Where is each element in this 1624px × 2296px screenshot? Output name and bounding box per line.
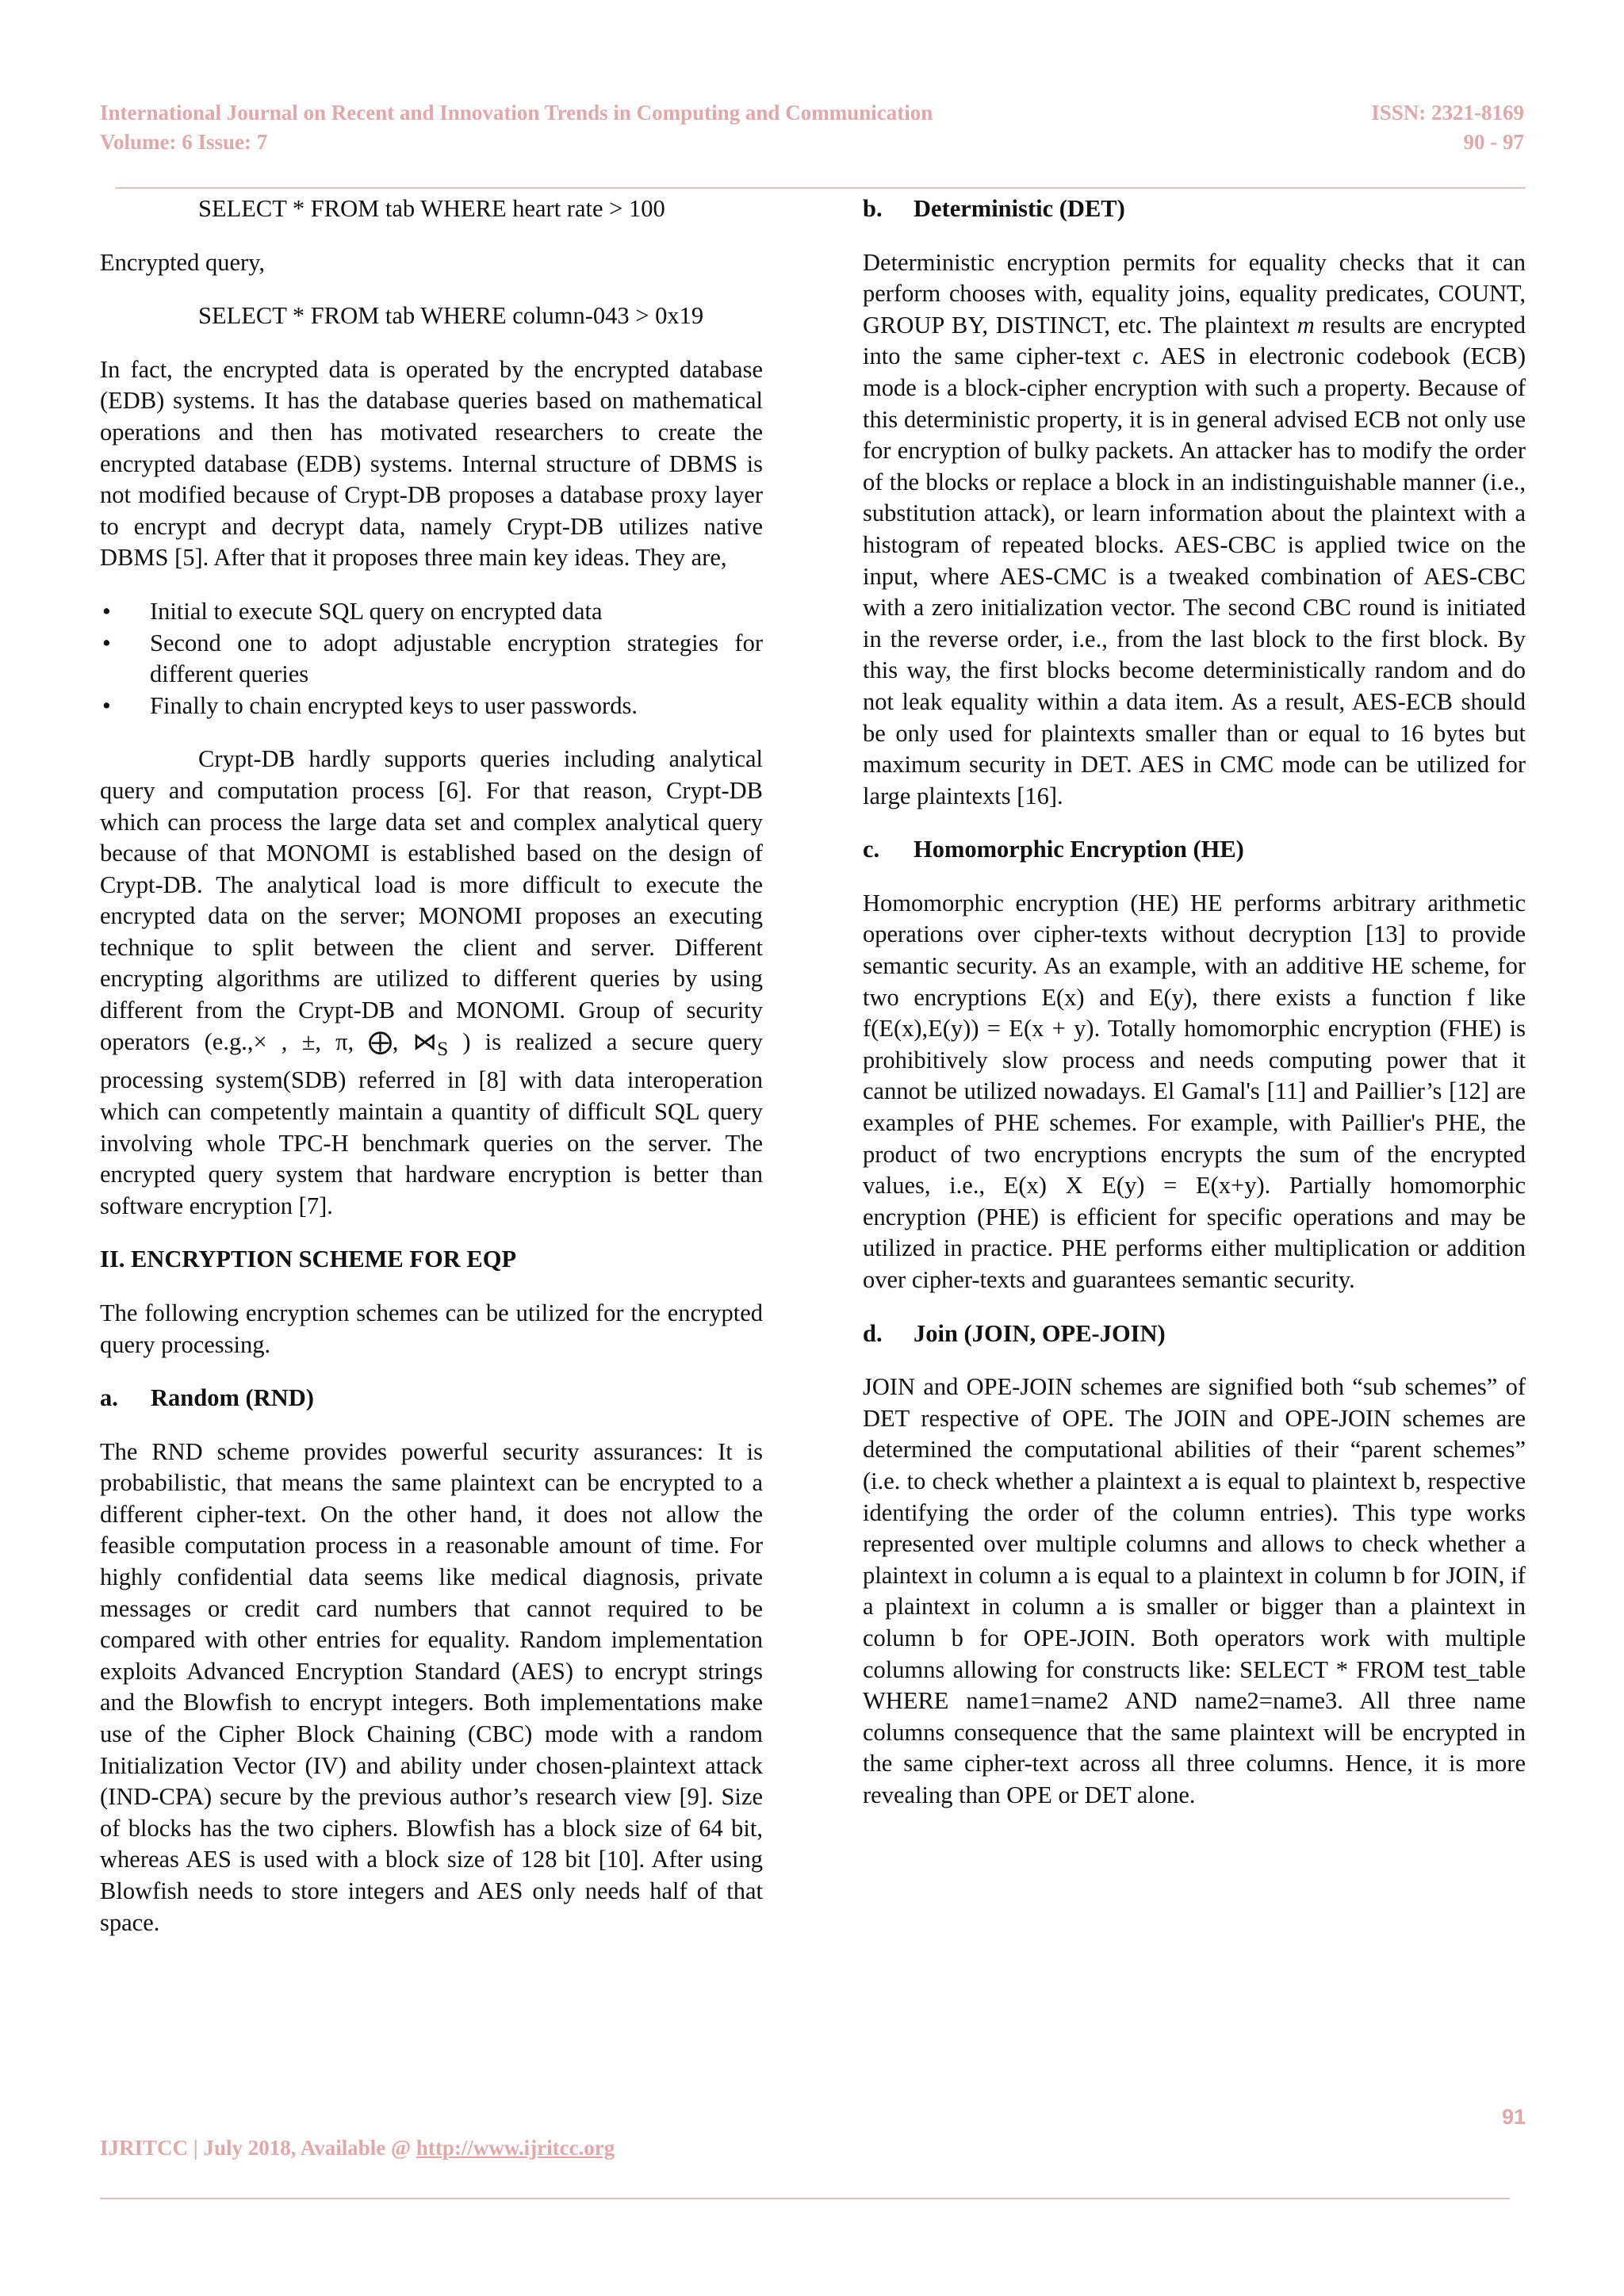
subsection-heading-join [863,1318,1526,1350]
det-text-1: Deterministic encryption permits for equality checks that it can perform chooses with, equality joins, equality predicates, COUNT, GROUP BY, DISTINCT, etc. The plaintext [863,248,1526,339]
journal-title: International Journal on Recent and Innovation Trends in Computing and Communication [100,101,933,124]
det-text-2: results are encrypted into the same cipher-text [863,311,1526,370]
journal-link[interactable]: http://www.ijritcc.org [416,2136,615,2160]
header-right [1371,98,1524,157]
edb-paragraph: In fact, the encrypted data is operated by the encrypted database (EDB) systems. It has the database queries based on mathematical operations and then has motivated researchers to create the encrypted database (EDB) systems. Internal structure of DBMS is not modified because of Crypt-DB proposes a database proxy layer to encrypt and decrypt data, namely Crypt-DB utilizes native DBMS [5]. After that it proposes three main key ideas. They are, [100,355,763,572]
plain-query: SELECT * FROM tab WHERE heart rate > 100 [198,195,665,222]
join-paragraph: JOIN and OPE-JOIN schemes are signified both “sub schemes” of DET respective of OPE. The JOIN and OPE-JOIN schemes are determined the computational abilities of their “parent schemes” (i.e. to check whether a plaintext a is equal to plaintext b, respective identifying the order of the column entries). This type works represented over multiple columns and allows to check whether a plaintext in column a is equal to a plaintext in column b for JOIN, if a plaintext in column a is smaller or bigger than a plaintext in column b for OPE-JOIN. Both operators work with multiple columns allowing for constructs like: SELECT * FROM test_table WHERE name1=name2 AND name2=name3. All three name columns consequence that the same plaintext will be encrypted in the same cipher-text across all three columns. Hence, it is more revealing than OPE or DET alone. [863,1373,1526,1808]
encrypted-query: SELECT * FROM tab WHERE column-043 > 0x19 [198,302,704,330]
encrypted-query-label: Encrypted query, [100,248,266,276]
subsection-title: Join (JOIN, OPE-JOIN) [914,1319,1166,1347]
section-intro: The following encryption schemes can be utilized for the encrypted query processing. [100,1299,763,1358]
det-text-3: . AES in electronic codebook (ECB) mode is a block-cipher encryption with such a property. Because of this deterministic property, it is in general advised ECB not only use for encryption of bulky packets. An attacker has to modify the order of the blocks or replace a block in an indistinguishable manner (i.e., substitution attack), or learn information about the plaintext with a histogram of repeated blocks. AES-CBC is applied twice on the input, where AES-CMC is a tweaked combination of AES-CBC with a zero initialization vector. The second CBC round is initiated in the reverse order, i.e., from the last block to the first block. By this way, the first blocks become deterministically random and do not leak equality within a data item. As a result, AES-ECB should be only used for plaintexts smaller than or equal to 16 bytes but maximum security in DET. AES in CMC mode can be utilized for large plaintexts [16]. [863,342,1526,809]
security-operators [253,1027,449,1060]
page-range: 90 - 97 [1463,130,1524,154]
subsection-title: Homomorphic Encryption (HE) [914,836,1244,863]
subsection-letter: d. [863,1319,883,1347]
det-var-c: c [1132,342,1143,370]
subsection-heading-det [863,193,1526,225]
monomi-text-a: Crypt-DB hardly supports queries including analytical query and computation process [6]. For that reason, Crypt-DB which can process the large data set and complex analytical query because of that MONOMI is established based on the design of Crypt-DB. The analytical load is more difficult to execute the encrypted data on the server; MONOMI proposes an executing technique to split between the client and server. Different encrypting algorithms are utilized to different queries by using different from the Crypt-DB and MONOMI. Group of security operators (e.g., [100,745,763,1055]
volume-issue: Volume: 6 Issue: 7 [100,130,268,154]
key-ideas-list [100,596,763,721]
monomi-text-b: ) is realized a secure query processing system(SDB) referred in [8] with data interoperation which can competently maintain a quantity of difficult SQL query involving whole TPC-H benchmark queries on the server. The encrypted query system that hardware encryption is better than software encryption [7]. [100,1027,763,1219]
det-var-m: m [1297,311,1315,339]
left-column [100,193,763,1961]
footer-text: IJRITCC | July 2018, Available @ [100,2136,412,2160]
issn: ISSN: 2321-8169 [1371,101,1524,124]
page-header [100,98,1524,157]
subsection-letter: b. [863,195,883,222]
header-divider [116,187,1526,189]
subsection-heading-rnd [100,1383,763,1414]
operator-subscript: S [437,1037,449,1060]
subsection-heading-he [863,834,1526,866]
subsection-title: Deterministic (DET) [914,195,1125,222]
operator-symbols: × , ±, π, ⨁, ⋈ [253,1027,438,1055]
right-column [863,193,1526,1834]
det-paragraph [863,247,1526,813]
monomi-paragraph [100,744,763,1222]
page-number: 91 [1501,2105,1526,2129]
subsection-title: Random (RND) [151,1384,314,1412]
subsection-letter: a. [100,1384,118,1412]
subsection-letter: c. [863,836,880,863]
page-footer [100,2136,615,2160]
footer-divider [100,2198,1510,2199]
rnd-paragraph: The RND scheme provides powerful security assurances: It is probabilistic, that means the same plaintext can be encrypted to a different cipher-text. On the other hand, it does not allow the feasible computation process in a reasonable amount of time. For highly confidential data seems like medical diagnosis, private messages or credit card numbers that cannot required to be compared with other entries for equality. Random implementation exploits Advanced Encryption Standard (AES) to encrypt strings and the Blowfish to encrypt integers. Both implementations make use of the Cipher Block Chaining (CBC) mode with a random Initialization Vector (IV) and ability under chosen-plaintext attack (IND-CPA) secure by the previous author’s research view [9]. Size of blocks has the two ciphers. Blowfish has a block size of 64 bit, whereas AES is used with a block size of 128 bit [10]. After using Blowfish needs to store integers and AES only needs half of that space. [100,1437,763,1936]
section-heading: II. ENCRYPTION SCHEME FOR EQP [100,1246,517,1273]
list-item: • Finally to chain encrypted keys to user passwords. [100,691,763,722]
he-paragraph: Homomorphic encryption (HE) HE performs arbitrary arithmetic operations over cipher-texts without decryption [13] to provide semantic security. As an example, with an additive HE scheme, for two encryptions E(x) and E(y), there exists a function f like f(E(x),E(y)) = E(x + y). Totally homomorphic encryption (FHE) is prohibitively slow process and needs computing power that it cannot be utilized nowadays. El Gamal's [11] and Paillier’s [12] are examples of PHE schemes. For example, with Paillier's PHE, the product of two encryptions encrypts the sum of the encrypted values, i.e., E(x) X E(y) = E(x+y). Partially homomorphic encryption (PHE) is efficient for specific operations and may be utilized in practice. PHE performs either multiplication or addition over cipher-texts and guarantees semantic security. [863,889,1526,1293]
list-item: • Initial to execute SQL query on encrypted data [100,596,763,628]
list-item: • Second one to adopt adjustable encryption strategies for different queries [100,628,763,691]
